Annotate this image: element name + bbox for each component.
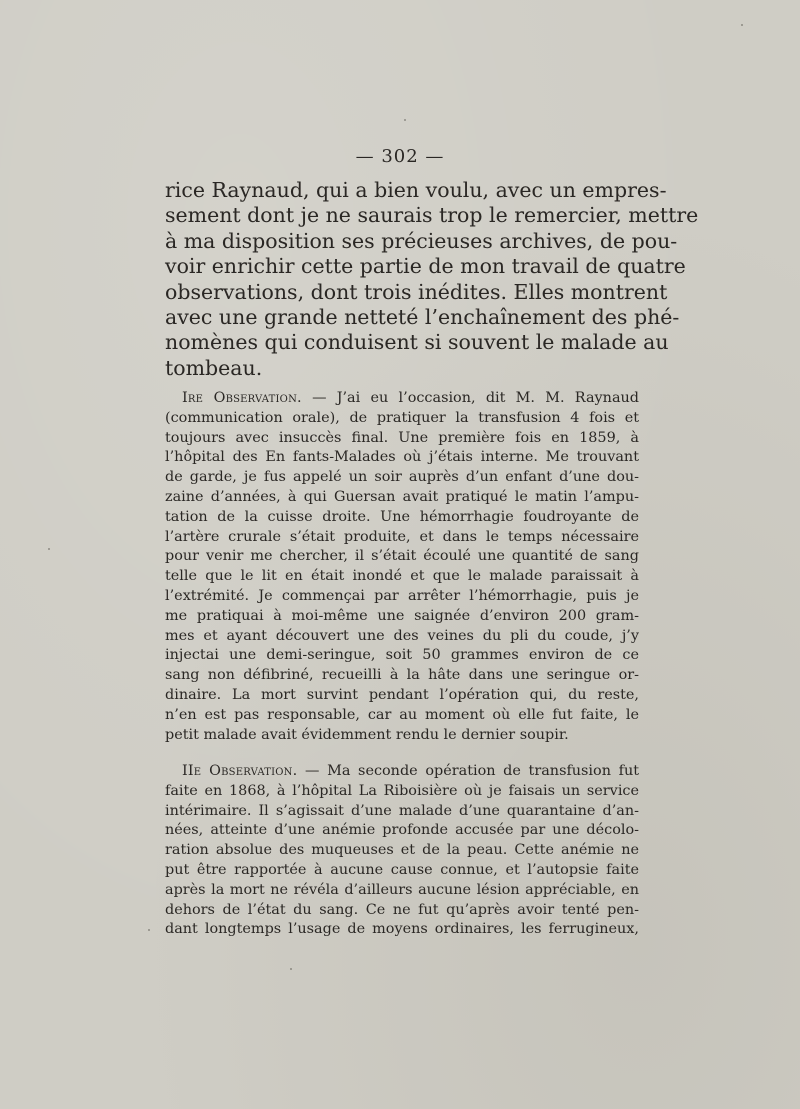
text-line: ration absolue des muqueuses et de la peau. Cette anémie ne <box>165 842 639 859</box>
text-line: tation de la cuisse droite. Une hémorrhagie foudroyante de <box>165 508 639 525</box>
page-number: — 302 — <box>355 146 445 167</box>
text-line: observations, dont trois inédites. Elles montrent <box>165 279 668 304</box>
text-line: rice Raynaud, qui a bien voulu, avec un empres- <box>165 178 667 202</box>
text-line: dinaire. La mort survint pendant l’opération qui, du reste, <box>165 686 639 703</box>
text-line: l’extrémité. Je commençai par arrêter l’hémorrhagie, puis je <box>165 587 639 604</box>
text-line: intérimaire. Il s’agissait d’une malade d’une quarantaine d’an- <box>165 802 639 819</box>
paper-speck <box>148 929 150 931</box>
text-line: toujours avec insuccès final. Une première fois en 1859, à <box>165 429 639 446</box>
text-line <box>165 389 639 409</box>
text-line: de garde, je fus appelé un soir auprès d’un enfant d’une dou- <box>165 469 639 486</box>
text-line: dehors de l’état du sang. Ce ne fut qu’après avoir tenté pen- <box>165 901 639 918</box>
text-line: petit malade avait évidemment rendu le dernier soupir. <box>165 726 569 743</box>
text-line: faite en 1868, à l’hôpital La Riboisière où je faisais un service <box>165 782 639 799</box>
text-line: nomènes qui conduisent si souvent le malade au <box>165 330 669 355</box>
text-line: me pratiquai à moi-même une saignée d’environ 200 gram- <box>165 607 639 624</box>
text-line: avec une grande netteté l’enchaînement des phé- <box>165 305 680 330</box>
text-line: put être rapportée à aucune cause connue, et l’autopsie faite <box>165 861 639 878</box>
text-line: injectai une demi-seringue, soit 50 grammes environ de ce <box>165 647 639 664</box>
observation-1-paragraph <box>165 389 639 745</box>
text-line: n’en est pas responsable, car au moment où elle fut faite, le <box>165 706 639 723</box>
text-line: mes et ayant découvert une des veines du pli du coude, j’y <box>165 627 639 644</box>
paper-speck <box>404 119 406 121</box>
text-line <box>165 762 639 782</box>
paper-speck <box>741 24 743 26</box>
observation-2-heading: IIe Observation. <box>182 763 298 779</box>
text-line: sang non défibriné, recueilli à la hâte dans une seringue or- <box>165 667 639 684</box>
text-line: nées, atteinte d’une anémie profonde accusée par une décolo- <box>165 822 639 839</box>
observation-1-heading: Ire Observation. <box>182 390 302 406</box>
observation-2-paragraph <box>165 762 639 940</box>
paper-speck <box>290 968 292 970</box>
paper-speck <box>48 548 50 550</box>
text-line: dant longtemps l’usage de moyens ordinaires, les ferrugineux, <box>165 921 639 938</box>
text-line: après la mort ne révéla d’ailleurs aucune lésion appréciable, en <box>165 881 639 898</box>
text-line: l’artère crurale s’était produite, et dans le temps nécessaire <box>165 528 639 545</box>
text-line-rest: — J’ai eu l’occasion, dit M. M. Raynaud <box>301 390 640 406</box>
text-line: (communication orale), de pratiquer la transfusion 4 fois et <box>165 409 639 426</box>
text-line: telle que le lit en était inondé et que le malade paraissait à <box>165 568 639 585</box>
text-line: l’hôpital des En fants-Malades où j’étais interne. Me trouvant <box>165 449 639 466</box>
text-line: sement dont je ne saurais trop le remercier, mettre <box>165 203 699 228</box>
main-paragraph <box>165 178 699 381</box>
text-line-rest: — Ma seconde opération de transfusion fut <box>297 763 640 779</box>
text-line: pour venir me chercher, il s’était écoulé une quantité de sang <box>165 548 639 565</box>
text-line: à ma disposition ses précieuses archives, de pou- <box>165 228 678 253</box>
text-line: tombeau. <box>165 355 263 380</box>
text-line: voir enrichir cette partie de mon travail de quatre <box>165 254 686 279</box>
text-line: zaine d’années, à qui Guersan avait pratiqué le matin l’ampu- <box>165 488 639 505</box>
